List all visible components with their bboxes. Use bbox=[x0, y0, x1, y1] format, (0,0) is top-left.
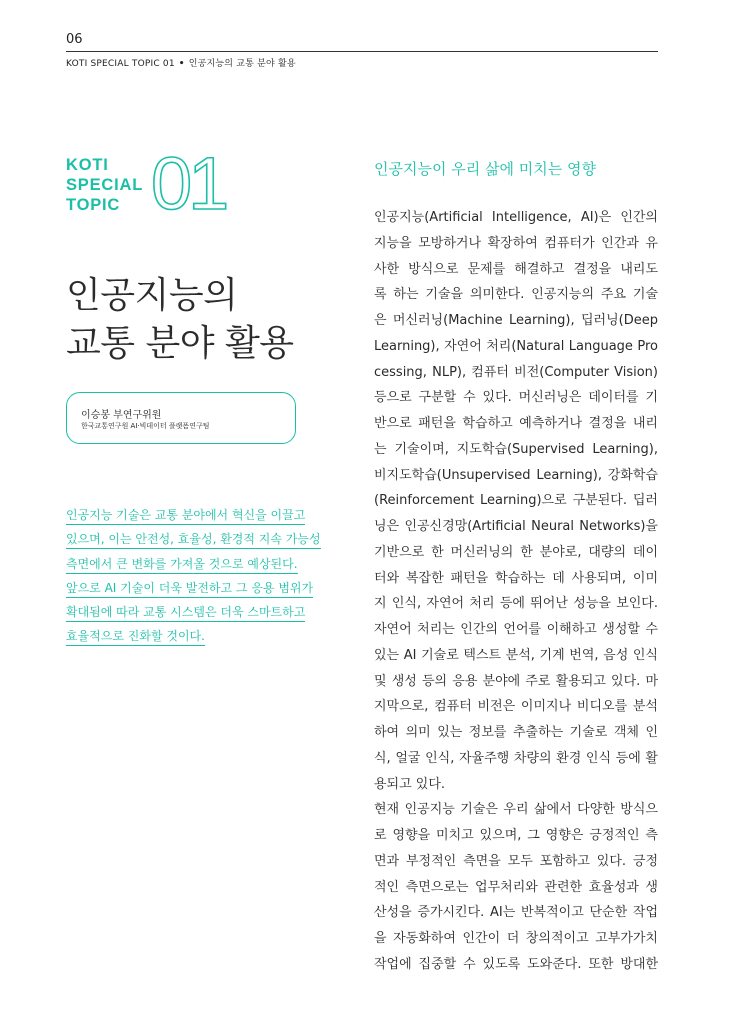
body-line: 터와 복잡한 패턴을 학습하는 데 사용되며, 이미 bbox=[374, 570, 658, 586]
body-line: 및 생성 등의 응용 분야에 주로 활용되고 있다. 마 bbox=[374, 673, 658, 689]
body-line: 로 영향을 미치고 있으며, 그 영향은 긍정적인 측 bbox=[374, 828, 658, 843]
body-line: 있는 AI 기술로 텍스트 분석, 기계 번역, 음성 인식 bbox=[374, 647, 658, 663]
koti-special-topic-mark bbox=[66, 142, 236, 225]
author-box bbox=[66, 392, 296, 444]
article-title bbox=[66, 272, 294, 368]
running-header bbox=[66, 56, 296, 69]
header-rule bbox=[66, 51, 658, 52]
body-line: 하여 의미 있는 정보를 추출하는 기술로 객체 인 bbox=[374, 725, 658, 740]
koti-label-line3: TOPIC bbox=[66, 196, 121, 214]
body-line: 을 자동화하여 인간이 더 창의적이고 고부가가치 bbox=[374, 931, 658, 946]
body-line: 지능을 모방하거나 확장하여 컴퓨터가 인간과 유 bbox=[374, 235, 658, 251]
body-line: 지 인식, 자연어 처리 등에 뛰어난 성능을 보인다. bbox=[374, 596, 658, 612]
header-topic: 인공지능의 교통 분야 활용 bbox=[188, 59, 296, 69]
body-line: 반으로 패턴을 학습하고 예측하거나 결정을 내리 bbox=[374, 416, 658, 431]
section-heading: 인공지능이 우리 삶에 미치는 영향 bbox=[374, 160, 596, 178]
body-line: 면과 부정적인 측면을 모두 포함하고 있다. 긍정 bbox=[374, 853, 658, 869]
summary-line: 있으며, 이는 안전성, 효율성, 환경적 지속 가능성 bbox=[66, 527, 336, 551]
body-line: 인공지능(Artificial Intelligence, AI)은 인간의 bbox=[374, 210, 658, 225]
body-line: 적인 측면으로는 업무처리와 관련한 효율성과 생 bbox=[374, 879, 658, 895]
body-line: 등으로 구분할 수 있다. 머신러닝은 데이터를 기 bbox=[374, 390, 658, 406]
body-line: 용되고 있다. bbox=[374, 776, 446, 792]
body-line: cessing, NLP), 컴퓨터 비전(Computer Vision) bbox=[374, 364, 658, 380]
body-line: 닝은 인공신경망(Artificial Neural Networks)을 bbox=[374, 519, 658, 534]
header-separator: • bbox=[178, 59, 185, 69]
author-affiliation: 한국교통연구원 AI·빅데이터 플랫폼연구팀 bbox=[81, 422, 210, 430]
summary-line: 앞으로 AI 기술이 더욱 발전하고 그 응용 범위가 bbox=[66, 576, 336, 600]
body-line: 지막으로, 컴퓨터 비전은 이미지나 비디오를 분석 bbox=[374, 699, 658, 715]
body-line: 은 머신러닝(Machine Learning), 딥러닝(Deep bbox=[374, 313, 658, 328]
topic-number: 01 bbox=[151, 142, 226, 225]
koti-label-line2: SPECIAL bbox=[66, 176, 144, 194]
body-text bbox=[374, 205, 658, 978]
body-line: 작업에 집중할 수 있도록 도와준다. 또한 방대한 bbox=[374, 956, 658, 972]
body-line: 자연어 처리는 인간의 언어를 이해하고 생성할 수 bbox=[374, 622, 658, 637]
body-line: 는 기술이며, 지도학습(Supervised Learning), bbox=[374, 441, 658, 457]
body-line: Learning), 자연어 처리(Natural Language Pro bbox=[374, 338, 658, 354]
summary-line: 효율적으로 진화할 것이다. bbox=[66, 624, 336, 648]
body-line: 산성을 증가시킨다. AI는 반복적이고 단순한 작업 bbox=[374, 905, 658, 921]
summary-line: 확대됨에 따라 교통 시스템은 더욱 스마트하고 bbox=[66, 600, 336, 624]
article-title-line2: 교통 분야 활용 bbox=[66, 323, 294, 364]
body-line: 록 하는 기술을 의미한다. 인공지능의 주요 기술 bbox=[374, 287, 658, 303]
koti-label-line1: KOTI bbox=[66, 156, 109, 174]
body-line: 식, 얼굴 인식, 자율주행 차량의 환경 인식 등에 활 bbox=[374, 750, 658, 766]
body-line: 현재 인공지능 기술은 우리 삶에서 다양한 방식으 bbox=[374, 802, 658, 818]
author-name: 이승봉 부연구위원 bbox=[81, 410, 162, 421]
summary-line: 측면에서 큰 변화를 가져올 것으로 예상된다. bbox=[66, 552, 336, 576]
summary bbox=[66, 503, 336, 649]
page-number: 06 bbox=[66, 32, 83, 47]
article-title-line1: 인공지능의 bbox=[66, 275, 238, 316]
body-line: 기반으로 한 머신러닝의 한 분야로, 대량의 데이 bbox=[374, 544, 658, 560]
koti-label bbox=[66, 155, 143, 215]
summary-line: 인공지능 기술은 교통 분야에서 혁신을 이끌고 bbox=[66, 503, 336, 527]
body-line: 비지도학습(Unsupervised Learning), 강화학습 bbox=[374, 467, 658, 483]
header-series: KOTI SPECIAL TOPIC 01 bbox=[66, 59, 175, 69]
body-line: (Reinforcement Learning)으로 구분된다. 딥러 bbox=[374, 493, 658, 509]
body-line: 사한 방식으로 문제를 해결하고 결정을 내리도 bbox=[374, 261, 658, 277]
